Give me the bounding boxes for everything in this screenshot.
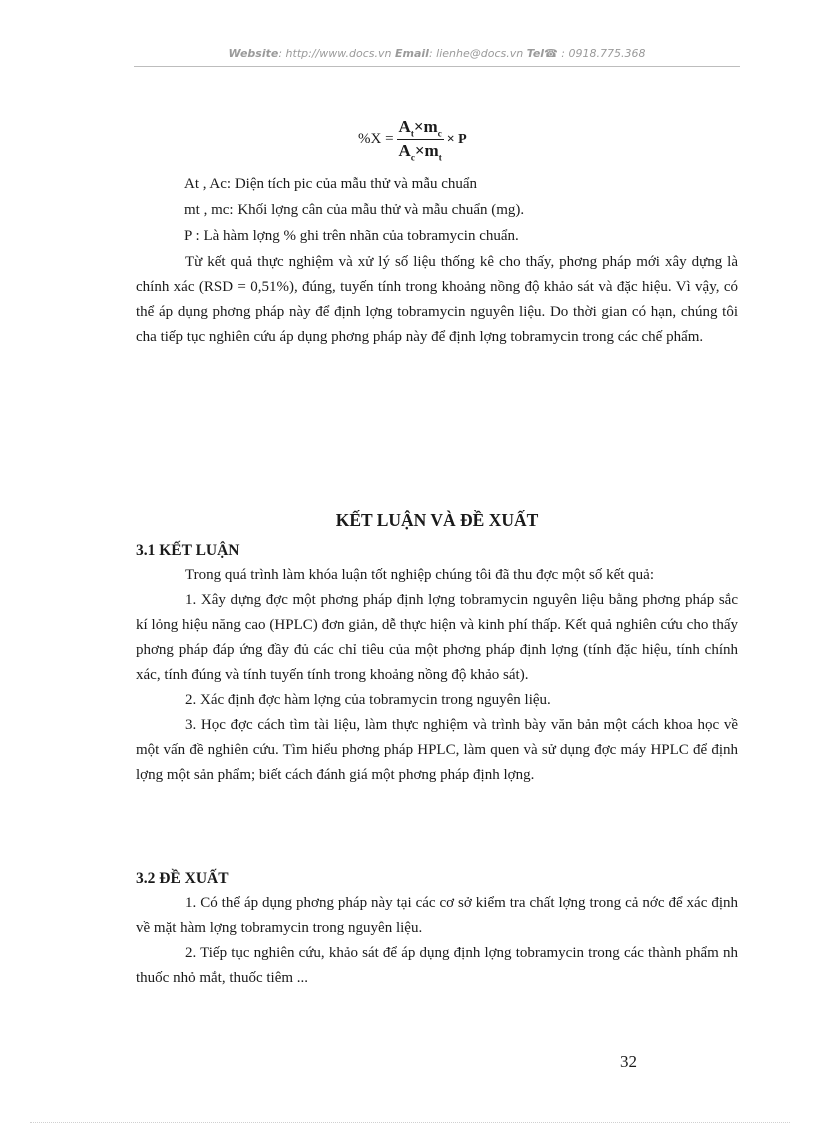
conclusion-item: 2. Xác định đợc hàm lợng của tobramycin trong nguyên liệu. [185, 692, 551, 708]
tel-label: Tel [526, 47, 545, 60]
proposal-item: 2. Tiếp tục nghiên cứu, khảo sát để áp dụng định lợng tobramycin trong các thành phẩm nh thuốc nhỏ mắt, thuốc tiêm ... [136, 945, 738, 986]
definition-content: P : Là hàm lợng % ghi trên nhãn của tobramycin chuẩn. [184, 228, 519, 244]
website-value: : http://www.docs.vn [278, 47, 392, 60]
formula [358, 117, 467, 163]
proposal-section [136, 866, 738, 991]
intro-paragraph: Từ kết quả thực nghiệm và xử lý số liệu thống kê cho thấy, phơng pháp mới xây dựng là chính xác (RSD = 0,51%), đúng, tuyến tính trong khoảng nồng độ khảo sát và đặc hiệu. Vì vậy, có thể áp dụng phơng pháp này để định lợng tobramycin nguyên liệu. Do thời gian có hạn, chúng tôi cha tiếp tục nghiên cứu áp dụng phơng pháp này để định lợng tobramycin trong các chế phẩm. [136, 254, 738, 345]
proposal-heading: 3.2 ĐỀ XUẤT [136, 870, 229, 887]
formula-fraction [397, 117, 444, 163]
section-title: KẾT LUẬN VÀ ĐỀ XUẤT [335, 510, 539, 530]
email-value: : lienhe@docs.vn [428, 47, 524, 60]
definition-area: At , Ac: Diện tích pic của mẫu thử và mẫu chuẩn [184, 176, 478, 192]
formula-numerator: $A_t\times m_c$ [398, 117, 442, 139]
header-divider [134, 66, 740, 67]
conclusion-intro: Trong quá trình làm khóa luận tốt nghiệp chúng tôi đã thu đợc một số kết quả: [185, 567, 654, 583]
conclusion-item: 1. Xây dựng đợc một phơng pháp định lợng tobramycin nguyên liệu bằng phơng pháp sắc kí lỏng hiệu năng cao (HPLC) đơn giản, dễ thực hiện và kinh phí thấp. Kết quả nghiên cứu cho thấy phơng pháp đáp ứng đầy đủ các chỉ tiêu của một phơng pháp định lợng (tính đặc hiệu, tính chính xác, tính đúng và tính tuyến tính trong khoảng nồng độ khảo sát). [136, 592, 738, 683]
page-header [134, 47, 740, 60]
conclusion-heading: 3.1 KẾT LUẬN [136, 542, 240, 559]
website-label: Website [228, 47, 279, 60]
formula-tail: × P [446, 131, 467, 147]
proposal-item: 1. Có thể áp dụng phơng pháp này tại các cơ sở kiểm tra chất lợng trong cả nớc để xác định về mặt hàm lợng tobramycin trong nguyên liệu. [136, 895, 738, 936]
intro-section [136, 250, 738, 350]
formula-denominator: $A_c\times m_t$ [398, 141, 442, 163]
conclusion-item: 3. Học đợc cách tìm tài liệu, làm thực nghiệm và trình bày văn bản một cách khoa học về một vấn đề nghiên cứu. Tìm hiểu phơng pháp HPLC, làm quen và sử dụng đợc máy HPLC để định lợng một sản phẩm; biết cách đánh giá một phơng pháp định lợng. [136, 717, 738, 783]
page-number: 32 [620, 1052, 637, 1071]
definition-mass: mt , mc: Khối lợng cân của mẫu thử và mẫu chuẩn (mg). [184, 202, 525, 218]
email-label: Email [395, 47, 429, 60]
conclusion-section [136, 538, 738, 788]
formula-lhs: %X = [358, 131, 394, 148]
tel-value: ☎ : 0918.775.368 [544, 47, 646, 60]
